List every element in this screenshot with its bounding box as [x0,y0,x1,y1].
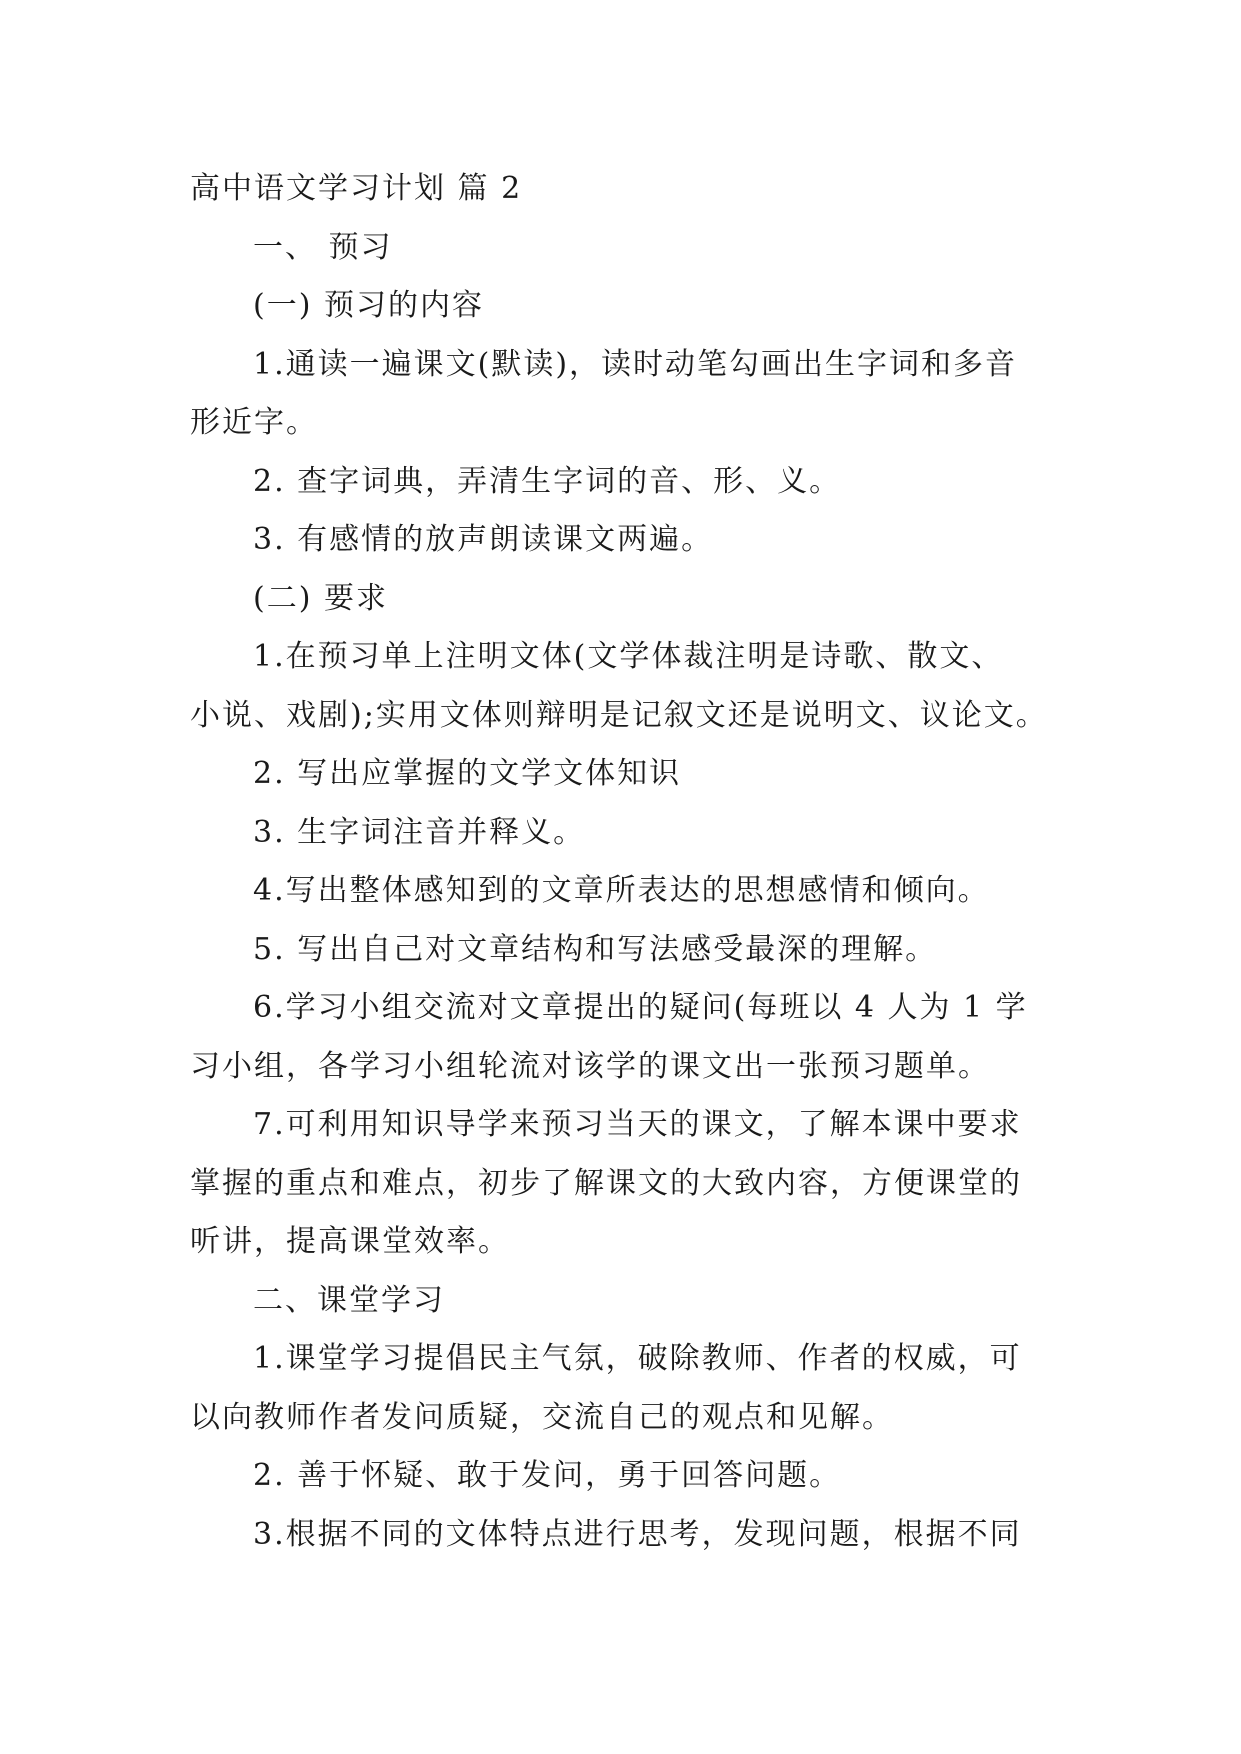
paragraph-line: 2. 善于怀疑、敢于发问，勇于回答问题。 [253,1458,842,1493]
paragraph-line: 听讲，提高课堂效率。 [190,1224,510,1259]
subsection-heading-content: (一) 预习的内容 [253,288,484,323]
paragraph-line: 4.写出整体感知到的文章所表达的思想感情和倾向。 [253,873,990,908]
paragraph-line: 3.根据不同的文体特点进行思考，发现问题，根据不同 [253,1516,1022,1552]
paragraph-line: 形近字。 [190,405,318,440]
paragraph-line: 1.通读一遍课文(默读)，读时动笔勾画出生字词和多音 [253,346,1018,382]
document-body [190,160,1060,1564]
paragraph-line: 以向教师作者发问质疑，交流自己的观点和见解。 [190,1399,894,1435]
paragraph-line: 3. 生字词注音并释义。 [253,814,586,850]
paragraph-line: 7.可利用知识导学来预习当天的课文，了解本课中要求 [253,1107,1022,1142]
paragraph-line: 掌握的重点和难点，初步了解课文的大致内容，方便课堂的 [190,1165,1022,1201]
paragraph-line: 3. 有感情的放声朗读课文两遍。 [253,522,714,557]
paragraph-line: 1.在预习单上注明文体(文学体裁注明是诗歌、散文、 [253,639,1004,674]
paragraph-line: 1.课堂学习提倡民主气氛，破除教师、作者的权威，可 [253,1341,1022,1376]
section-heading-classroom: 二、课堂学习 [253,1282,445,1318]
paragraph-line: 2. 查字词典，弄清生字词的音、形、义。 [253,463,842,499]
paragraph-line: 习小组，各学习小组轮流对该学的课文出一张预习题单。 [190,1048,990,1084]
subsection-heading-requirements: (二) 要求 [253,580,388,616]
section-heading-preview: 一、 预习 [253,229,393,265]
document-title: 高中语文学习计划 篇 2 [190,171,523,206]
paragraph-line: 6.学习小组交流对文章提出的疑问(每班以 4 人为 1 学 [253,990,1028,1025]
paragraph-line: 5. 写出自己对文章结构和写法感受最深的理解。 [253,931,938,967]
paragraph-line: 小说、戏剧);实用文体则辩明是记叙文还是说明文、议论文。 [190,697,1048,733]
paragraph-line: 2. 写出应掌握的文学文体知识 [253,756,682,791]
